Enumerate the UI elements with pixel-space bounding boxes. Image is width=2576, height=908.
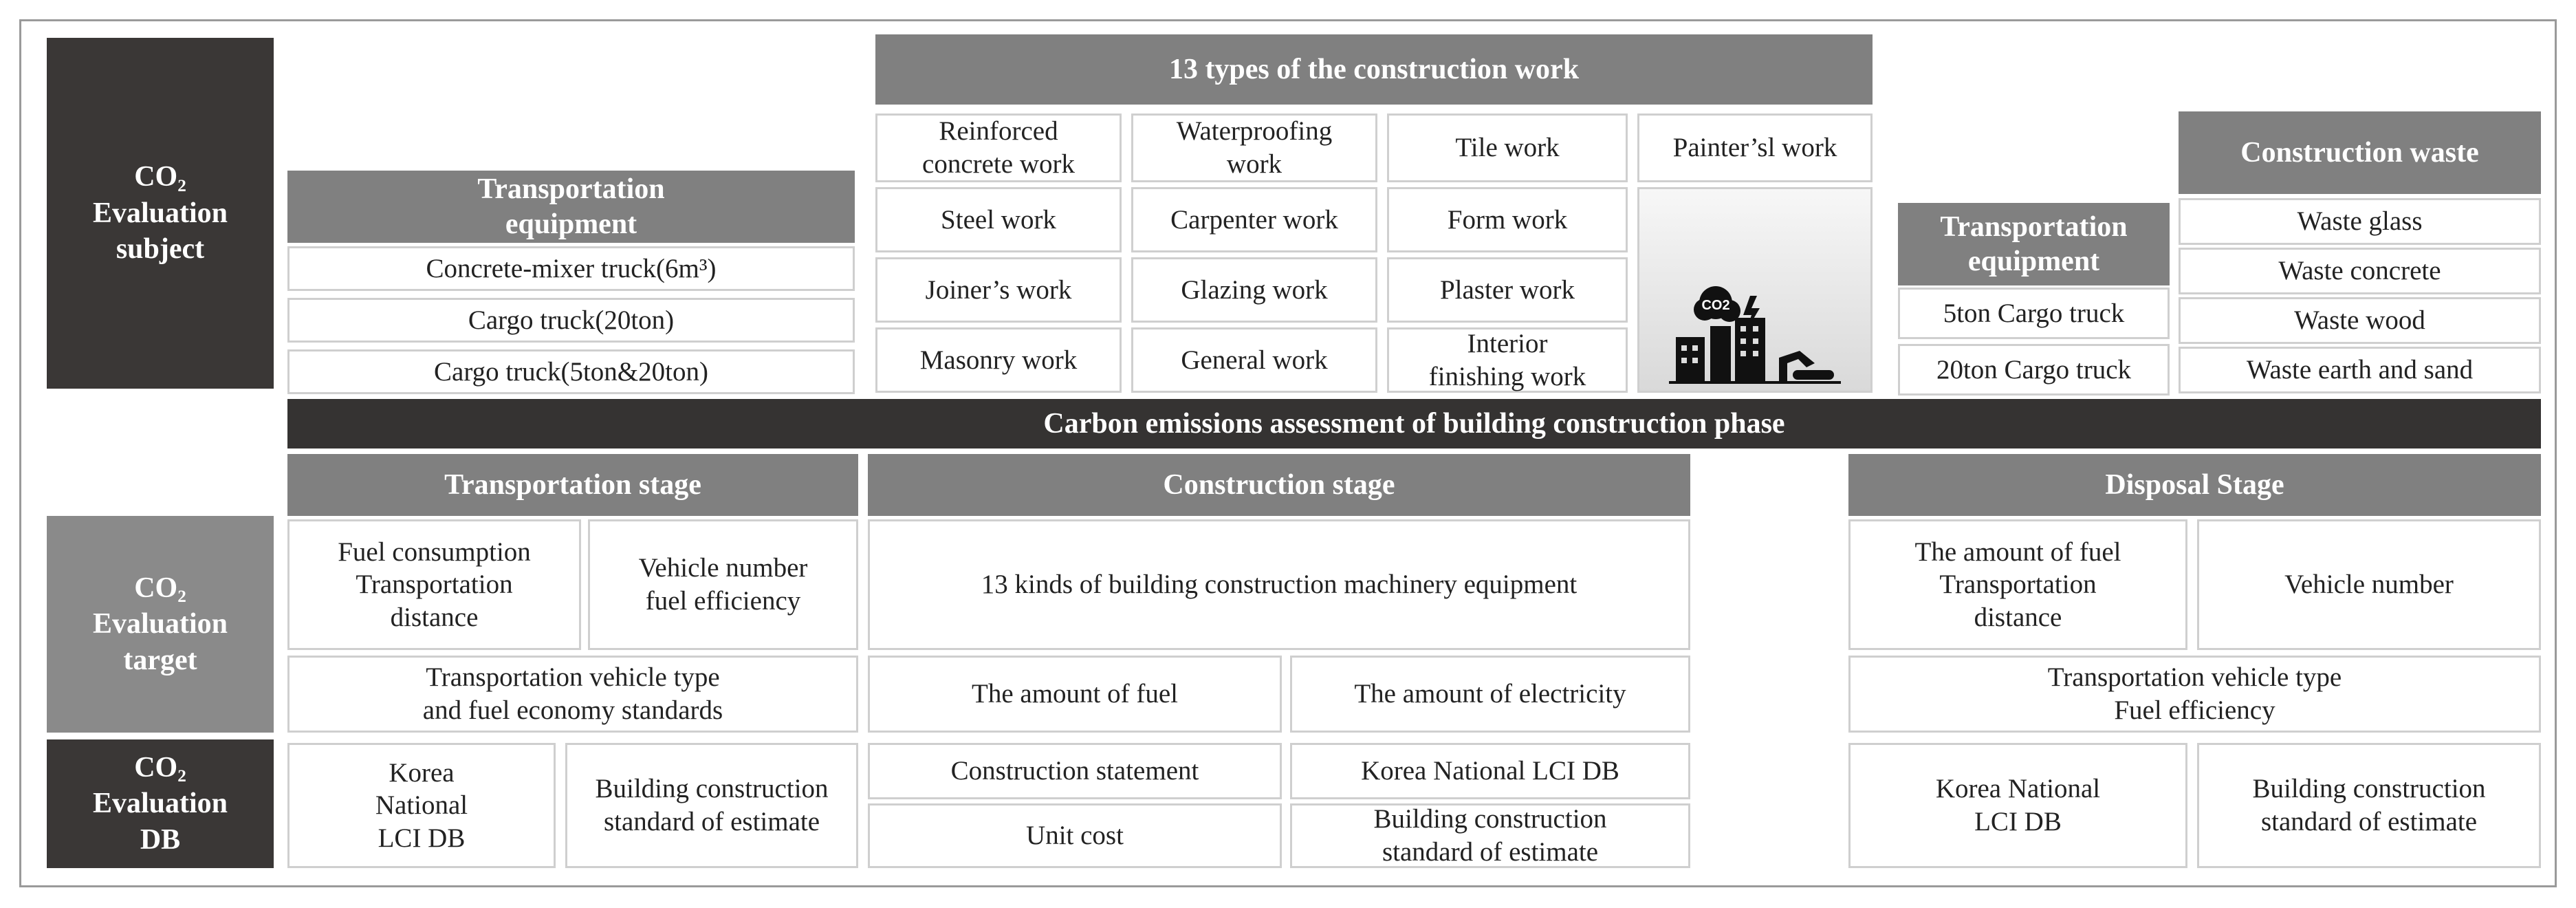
transport-equipment-item: Cargo truck(5ton&20ton) <box>287 349 855 394</box>
transport-equipment-item: Cargo truck(20ton) <box>287 298 855 343</box>
construction-work-item: Painter’sl work <box>1637 114 1873 182</box>
construction-db-unit-cost: Unit cost <box>868 803 1282 868</box>
construction-db-statement: Construction statement <box>868 743 1282 799</box>
construction-waste-item: Waste concrete <box>2179 248 2541 294</box>
construction-waste-item: Waste glass <box>2179 198 2541 245</box>
construction-work-item: Interior finishing work <box>1387 327 1628 393</box>
carbon-assessment-bar: Carbon emissions assessment of building construction phase <box>287 399 2541 448</box>
transport-equipment-header: Transportation equipment <box>287 171 855 243</box>
transportation-target-vehicle-number: Vehicle number fuel efficiency <box>588 519 858 650</box>
construction-co2-icon <box>1637 187 1873 393</box>
construction-work-header: 13 types of the construction work <box>875 34 1873 105</box>
svg-text:CO2: CO2 <box>1701 298 1730 313</box>
construction-work-item: Steel work <box>875 187 1122 252</box>
co2-evaluation-target-label: $CO_2$ Evaluation target <box>47 516 274 733</box>
co2-evaluation-subject-label: $CO_2$ Evaluation subject <box>47 38 274 389</box>
construction-waste-header: Construction waste <box>2179 111 2541 194</box>
transportation-db-korea-lci: Korea National LCI DB <box>287 743 556 868</box>
construction-work-item: Masonry work <box>875 327 1122 393</box>
construction-target-electricity: The amount of electricity <box>1290 656 1690 733</box>
construction-work-item: General work <box>1131 327 1377 393</box>
construction-target-fuel: The amount of fuel <box>868 656 1282 733</box>
disposal-stage-header: Disposal Stage <box>1848 454 2541 516</box>
construction-db-standard-estimate: Building construction standard of estimate <box>1290 803 1690 868</box>
co2-evaluation-db-label: $CO_2$ Evaluation DB <box>47 739 274 868</box>
disposal-db-korea-lci: Korea National LCI DB <box>1848 743 2187 868</box>
construction-work-item: Reinforced concrete work <box>875 114 1122 182</box>
construction-work-item: Joiner’s work <box>875 257 1122 323</box>
transportation-stage-header: Transportation stage <box>287 454 858 516</box>
disposal-target-vehicle-number: Vehicle number <box>2197 519 2541 650</box>
disposal-db-standard-estimate: Building construction standard of estimate <box>2197 743 2541 868</box>
transport-equipment-item: Concrete-mixer truck(6m³) <box>287 246 855 291</box>
disposal-equipment-item: 5ton Cargo truck <box>1898 288 2170 339</box>
construction-stage-header: Construction stage <box>868 454 1690 516</box>
disposal-target-vehicle-type: Transportation vehicle type Fuel efficiency <box>1848 656 2541 733</box>
construction-db-korea-lci: Korea National LCI DB <box>1290 743 1690 799</box>
construction-work-item: Waterproofing work <box>1131 114 1377 182</box>
disposal-target-fuel: The amount of fuel Transportation distance <box>1848 519 2187 650</box>
transportation-target-vehicle-type: Transportation vehicle type and fuel economy standards <box>287 656 858 733</box>
construction-co2-icon-graphic <box>1669 282 1841 385</box>
transportation-target-fuel-consumption: Fuel consumption Transportation distance <box>287 519 581 650</box>
construction-work-item: Plaster work <box>1387 257 1628 323</box>
construction-waste-item: Waste earth and sand <box>2179 347 2541 393</box>
construction-waste-item: Waste wood <box>2179 297 2541 344</box>
construction-target-machinery: 13 kinds of building construction machinery equipment <box>868 519 1690 650</box>
construction-work-item: Carpenter work <box>1131 187 1377 252</box>
disposal-equipment-item: 20ton Cargo truck <box>1898 344 2170 396</box>
construction-work-item: Tile work <box>1387 114 1628 182</box>
disposal-equipment-header: Transportation equipment <box>1898 203 2170 285</box>
construction-work-item: Form work <box>1387 187 1628 252</box>
transportation-db-standard-estimate: Building construction standard of estimate <box>565 743 858 868</box>
construction-work-item: Glazing work <box>1131 257 1377 323</box>
